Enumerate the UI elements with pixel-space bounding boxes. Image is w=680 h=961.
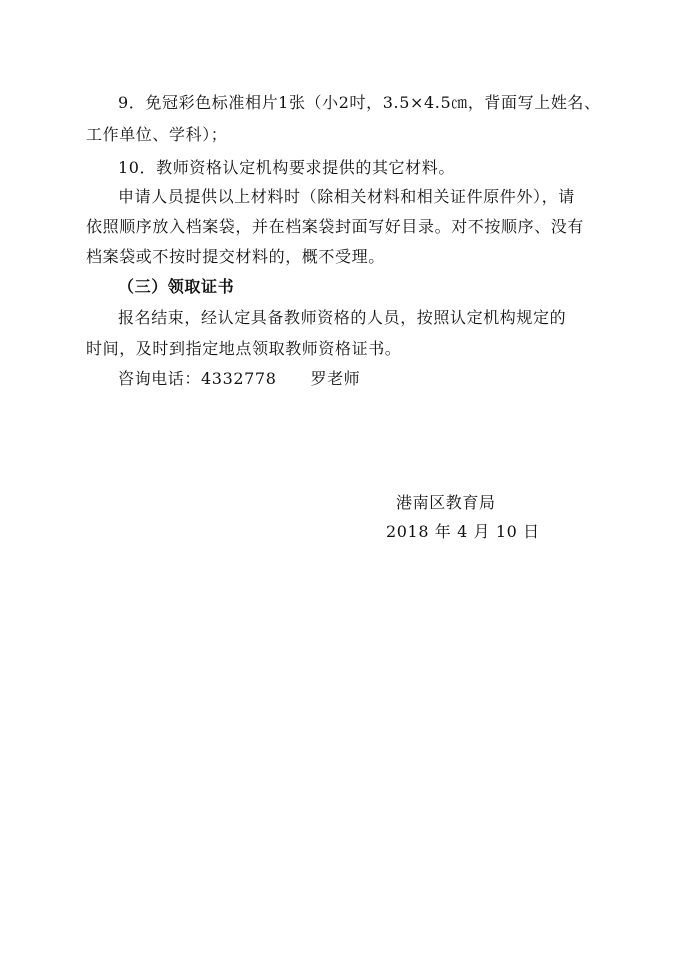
submission-note-line-1: 申请人员提供以上材料时（除相关材料和相关证件原件外），请	[118, 187, 575, 206]
contact-person: 罗老师	[310, 369, 361, 388]
section-3-paragraph-line-2: 时间，及时到指定地点领取教师资格证书。	[86, 339, 402, 358]
contact-line	[118, 368, 360, 390]
submission-note-line-2: 依照顺序放入档案袋，并在档案袋封面写好目录。对不按顺序、没有	[86, 217, 585, 236]
item-9-line-1: 9．免冠彩色标准相片1张（小2吋，3.5×4.5㎝，背面写上姓名、	[118, 93, 601, 112]
signature-date: 2018 年 4 月 10 日	[386, 522, 540, 541]
section-3-heading: （三）领取证书	[118, 277, 235, 296]
signature-organization: 港南区教育局	[396, 493, 496, 512]
section-3-paragraph-line-1: 报名结束，经认定具备教师资格的人员，按照认定机构规定的	[118, 308, 567, 327]
contact-phone: 4332778	[201, 369, 277, 388]
item-10: 10．教师资格认定机构要求提供的其它材料。	[118, 158, 455, 177]
submission-note-line-3: 档案袋或不按时提交材料的，概不受理。	[86, 247, 385, 266]
contact-label: 咨询电话：	[118, 369, 202, 388]
item-9-line-2: 工作单位、学科）；	[86, 125, 228, 144]
